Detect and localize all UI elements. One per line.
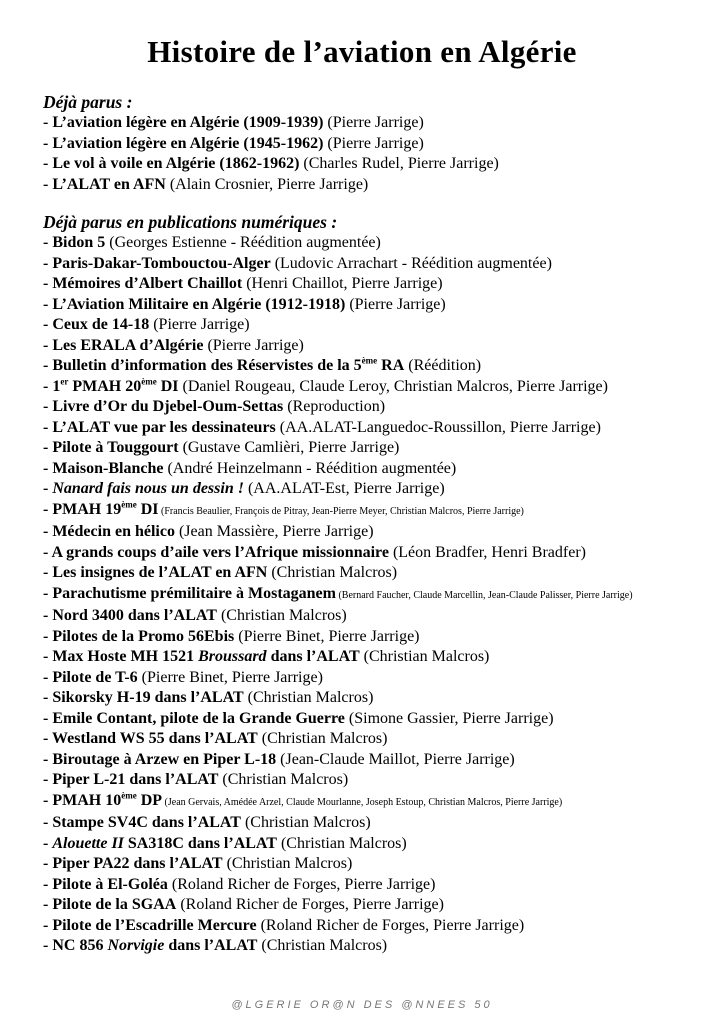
author-text: (Daniel Rougeau, Claude Leroy, Christian Malcros, Pierre Jarrige)	[178, 377, 608, 395]
book-title-text: - Pilote de la SGAA	[43, 896, 177, 913]
author-text: (Jean Massière, Pierre Jarrige)	[174, 523, 374, 540]
author-text: (Christian Malcros)	[267, 564, 398, 581]
book-title-text: - L’ALAT en AFN	[43, 175, 166, 193]
book-title-text: Nanard fais nous un dessin !	[52, 480, 244, 497]
book-title-text: dans l’ALAT	[266, 648, 360, 665]
author-text: (AA.ALAT-Est, Pierre Jarrige)	[243, 480, 445, 497]
author-text: (Pierre Binet, Pierre Jarrige)	[234, 627, 420, 645]
list-item	[43, 606, 703, 627]
list-item	[43, 916, 703, 937]
list-item	[43, 175, 703, 196]
author-text: (Christian Malcros)	[240, 814, 371, 831]
book-title-text: - Pilote à El-Goléa	[43, 875, 168, 893]
book-title-text: - Pilote à Touggourt	[43, 439, 179, 456]
book-title-text: - Livre d’Or du Djebel-Oum-Settas	[43, 398, 284, 415]
author-text: (Pierre Jarrige)	[149, 316, 250, 333]
list-item	[43, 709, 703, 730]
book-title-text: - PMAH 10	[43, 791, 122, 809]
book-title-text: - Sikorsky H-19 dans l’ALAT	[43, 689, 244, 706]
author-text: (Simone Gassier, Pierre Jarrige)	[344, 709, 554, 727]
author-text: (Pierre Jarrige)	[203, 336, 304, 354]
author-text: (Henri Chaillot, Pierre Jarrige)	[242, 275, 443, 292]
list-item	[43, 770, 703, 791]
list-item	[43, 875, 703, 896]
author-text: (Christian Malcros)	[257, 730, 388, 747]
list-item	[43, 315, 703, 336]
list-item	[43, 834, 703, 855]
ordinal-suffix: ème	[361, 355, 378, 366]
digital-publications-list	[43, 233, 703, 957]
list-item	[43, 336, 703, 357]
list-item	[43, 459, 703, 480]
author-text: (Jean Gervais, Amédée Arzel, Claude Mourlanne, Joseph Estoup, Christian Malcros, Pierre Jarrige)	[162, 796, 563, 808]
author-text: (Alain Crosnier, Pierre Jarrige)	[165, 175, 369, 193]
list-item	[43, 813, 703, 834]
book-title-text: Broussard	[198, 648, 267, 665]
book-title-text: - Mémoires d’Albert Chaillot	[43, 275, 243, 292]
author-text: (Bernard Faucher, Claude Marcellin, Jean-Claude Palisser, Pierre Jarrige)	[335, 589, 633, 601]
book-title-text: SA318C dans l’ALAT	[123, 834, 277, 852]
author-text: (Roland Richer de Forges, Pierre Jarrige)	[256, 916, 525, 934]
book-title-text: RA	[377, 357, 405, 374]
book-title-text: - Emile Contant, pilote de la Grande Guerre	[43, 709, 345, 727]
book-title-text: - Piper PA22 dans l’ALAT	[43, 855, 223, 872]
book-title-text: Alouette II	[52, 834, 124, 852]
list-item	[43, 377, 703, 398]
author-text: (Pierre Jarrige)	[323, 134, 424, 152]
list-item	[43, 584, 703, 607]
digital-publications-heading: Déjà parus en publications numériques :	[43, 212, 338, 232]
published-heading: Déjà parus :	[43, 92, 133, 112]
book-title-text: - Médecin en hélico	[43, 523, 175, 540]
list-item	[43, 233, 703, 254]
author-text: (Reproduction)	[283, 398, 386, 415]
book-title-text: - Les ERALA d’Algérie	[43, 336, 204, 354]
book-title-text: - Max Hoste MH 1521	[43, 648, 199, 665]
book-title-text: - Westland WS 55 dans l’ALAT	[43, 730, 258, 747]
list-item	[43, 563, 703, 584]
book-title-text: - Pilotes de la Promo 56Ebis	[43, 627, 235, 645]
author-text: (Christian Malcros)	[216, 607, 347, 624]
book-title-text: - Les insignes de l’ALAT en AFN	[43, 564, 268, 581]
published-section	[43, 92, 703, 195]
list-item	[43, 356, 703, 377]
author-text: (Pierre Jarrige)	[323, 114, 424, 131]
book-title-text: - L’aviation légère en Algérie (1909-1939)	[43, 114, 324, 131]
author-text: (Roland Richer de Forges, Pierre Jarrige)	[167, 875, 436, 893]
book-title-text: DI	[156, 377, 179, 395]
list-item	[43, 134, 703, 155]
author-text: (Georges Estienne - Réédition augmentée)	[105, 234, 381, 251]
author-text: (Christian Malcros)	[218, 771, 349, 788]
book-title-text: DP	[136, 791, 163, 809]
list-item	[43, 791, 703, 814]
list-item	[43, 854, 703, 875]
list-item	[43, 479, 703, 500]
book-title-text: - Stampe SV4C dans l’ALAT	[43, 814, 241, 831]
book-title-text: PMAH 20	[68, 377, 142, 395]
author-text: (Jean-Claude Maillot, Pierre Jarrige)	[276, 750, 515, 768]
ordinal-suffix: ème	[121, 499, 137, 510]
ordinal-suffix: er	[60, 376, 69, 387]
book-title-text: - Paris-Dakar-Tombouctou-Alger	[43, 254, 271, 272]
book-title-text: dans l’ALAT	[164, 937, 258, 954]
list-item	[43, 627, 703, 648]
list-item	[43, 418, 703, 439]
book-title-text: - Le vol à voile en Algérie (1862-1962)	[43, 155, 300, 172]
author-text: (Francis Beaulier, François de Pitray, Jean-Pierre Meyer, Christian Malcros, Pierre Jarrige)	[158, 505, 524, 517]
author-text: (Ludovic Arrachart - Réédition augmentée)	[270, 254, 552, 272]
author-text: (Christian Malcros)	[276, 834, 407, 852]
digital-publications-section	[43, 212, 703, 957]
book-title-text: - Piper L-21 dans l’ALAT	[43, 771, 219, 788]
author-text: (Réédition)	[404, 357, 482, 374]
author-text: (Gustave Camlièri, Pierre Jarrige)	[178, 439, 400, 456]
book-title-text: - L’ALAT vue par les dessinateurs	[43, 418, 276, 436]
list-item	[43, 154, 703, 175]
list-item	[43, 750, 703, 771]
list-item	[43, 113, 703, 134]
list-item	[43, 729, 703, 750]
book-title-text: -	[43, 834, 53, 852]
author-text: (Roland Richer de Forges, Pierre Jarrige)	[176, 896, 444, 913]
author-text: (Christian Malcros)	[222, 855, 353, 872]
list-item	[43, 438, 703, 459]
book-title-text: - Maison-Blanche	[43, 459, 164, 477]
book-title-text: DI	[136, 500, 159, 518]
book-title-text: - Pilote de l’Escadrille Mercure	[43, 916, 257, 934]
book-title-text: - PMAH 19	[43, 500, 122, 518]
author-text: (Pierre Binet, Pierre Jarrige)	[137, 668, 323, 686]
author-text: (Christian Malcros)	[257, 937, 388, 954]
book-title-text: - Parachutisme prémilitaire à Mostaganem	[43, 584, 336, 602]
list-item	[43, 397, 703, 418]
author-text: (Pierre Jarrige)	[345, 295, 446, 313]
list-item	[43, 543, 703, 564]
book-title-text: - L’aviation légère en Algérie (1945-1962)	[43, 134, 324, 152]
list-item	[43, 254, 703, 275]
book-title-text: - NC 856	[43, 937, 108, 954]
list-item	[43, 895, 703, 916]
ordinal-suffix: ème	[141, 376, 157, 387]
author-text: (Christian Malcros)	[243, 689, 374, 706]
book-title-text: - Nord 3400 dans l’ALAT	[43, 607, 217, 624]
author-text: (Charles Rudel, Pierre Jarrige)	[299, 155, 499, 172]
list-item	[43, 936, 703, 957]
book-title-text: - L’Aviation Militaire en Algérie (1912-1918)	[43, 295, 346, 313]
page-title: Histoire de l’aviation en Algérie	[147, 34, 577, 69]
list-item	[43, 522, 703, 543]
footer-watermark: @LGERIE OR@N DES @NNEES 50	[231, 999, 493, 1011]
book-title-text: - 1	[43, 377, 61, 395]
list-item	[43, 668, 703, 689]
author-text: (Léon Bradfer, Henri Bradfer)	[388, 543, 586, 561]
author-text: (André Heinzelmann - Réédition augmentée)	[163, 459, 457, 477]
author-text: (AA.ALAT-Languedoc-Roussillon, Pierre Jarrige)	[275, 418, 601, 436]
book-title-text: - Bidon 5	[43, 234, 106, 251]
list-item	[43, 500, 703, 523]
book-title-text: - Ceux de 14-18	[43, 316, 150, 333]
book-title-text: Norvigie	[107, 937, 165, 954]
book-title-text: - A grands coups d’aile vers l’Afrique missionnaire	[43, 543, 389, 561]
book-title-text: - Pilote de T-6	[43, 668, 138, 686]
ordinal-suffix: ème	[121, 790, 137, 801]
book-title-text: - Bulletin d’information des Réservistes de la 5	[43, 357, 362, 374]
list-item	[43, 688, 703, 709]
published-list	[43, 113, 703, 195]
list-item	[43, 274, 703, 295]
list-item	[43, 647, 703, 668]
book-title-text: - Biroutage à Arzew en Piper L-18	[43, 750, 277, 768]
author-text: (Christian Malcros)	[359, 648, 490, 665]
list-item	[43, 295, 703, 316]
book-title-text: -	[43, 480, 53, 497]
